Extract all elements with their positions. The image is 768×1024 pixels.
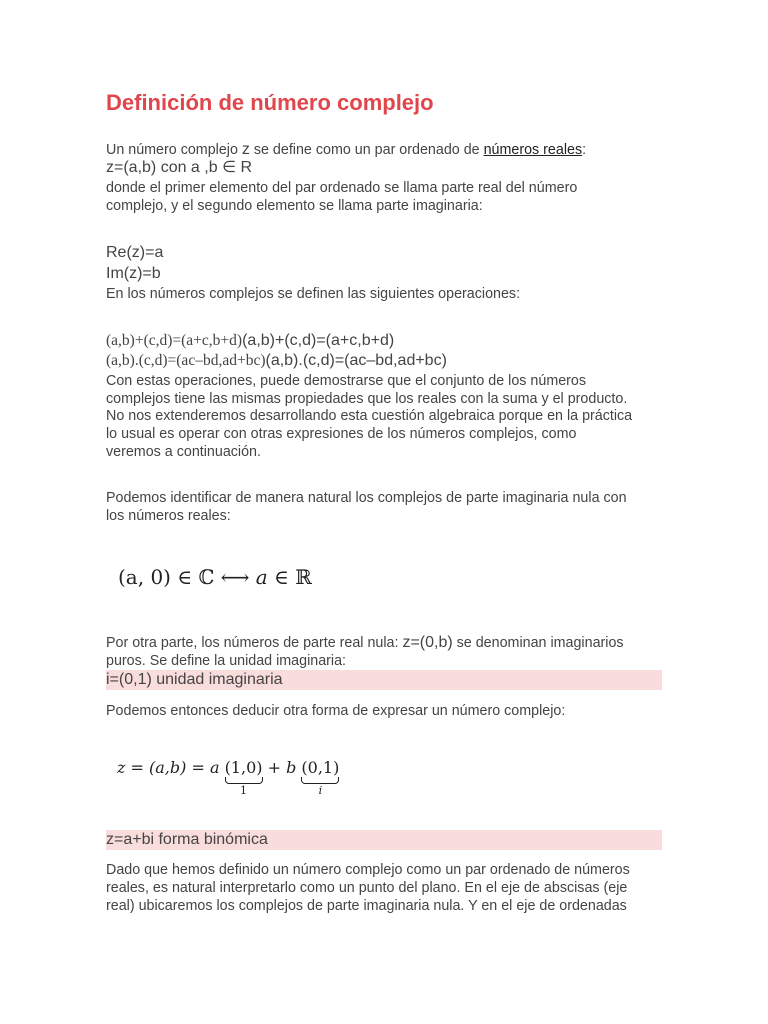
underbrace-1-label: 1 (240, 784, 248, 797)
real-part-definition: Re(z)=a (106, 244, 164, 261)
formula2-term-2-text: (0,1) (301, 758, 340, 777)
underbrace-1 (225, 777, 263, 784)
conclusion-line-3: No nos extenderemos desarrollando esta cuestión algebraica porque en la práctica (106, 408, 633, 424)
definition-text-line-2: complejo, y el segundo elemento se llama parte imaginaria: (106, 198, 483, 214)
pure-z: z=(0,b) (402, 634, 453, 651)
definition-text-line-1: donde el primer elemento del par ordenado se llama parte real del número (106, 180, 578, 196)
operation-sum (106, 331, 394, 351)
operation-product-serif: (a,b).(c,d)=(ac–bd,ad+bc) (106, 352, 266, 369)
binomial-form-highlight: z=a+bi forma binómica (106, 830, 662, 850)
formula2-term-1 (224, 758, 263, 797)
conclusion-line-4: lo usual es operar con otras expresiones de los números complejos, como (106, 426, 577, 442)
pure-imaginary-line-1 (106, 633, 624, 653)
formula2-term-1-text: (1,0) (224, 758, 263, 777)
formula-in-r: ∈ ℝ (267, 565, 312, 589)
conclusion-line-2: complejos tiene las mismas propiedades que los reales con la suma y el producto. (106, 391, 628, 407)
deduce-text: Podemos entonces deducir otra forma de expresar un número complejo: (106, 703, 566, 719)
formula-arrow: ⟷ (220, 565, 250, 589)
pure-text-start: Por otra parte, los números de parte real nula: (106, 635, 403, 651)
link-numeros-reales[interactable]: números reales (483, 142, 583, 158)
imaginary-part-definition: Im(z)=b (106, 265, 161, 282)
identify-line-1: Podemos identificar de manera natural los complejos de parte imaginaria nula con (106, 490, 627, 506)
plane-line-2: reales, es natural interpretarlo como un punto del plano. En el eje de abscisas (eje (106, 880, 628, 896)
identify-line-2: los números reales: (106, 508, 231, 524)
plane-line-1: Dado que hemos definido un número complejo como un par ordenado de números (106, 862, 630, 878)
conclusion-line-1: Con estas operaciones, puede demostrarse que el conjunto de los números (106, 373, 587, 389)
operation-sum-sans: (a,b)+(c,d)=(a+c,b+d) (242, 332, 395, 349)
underbrace-2 (301, 777, 339, 784)
intro-paragraph (106, 140, 586, 160)
pure-imaginary-line-2: puros. Se define la unidad imaginaria: (106, 653, 347, 669)
operation-sum-serif: (a,b)+(c,d)=(a+c,b+d) (106, 332, 243, 349)
formula-binomial-derivation (117, 758, 340, 797)
intro-z: z (241, 141, 250, 158)
formula2-plus-b: + b (262, 758, 302, 777)
intro-text-middle: se define como un par ordenado de (249, 142, 484, 158)
operations-intro: En los números complejos se definen las siguientes operaciones: (106, 286, 521, 302)
operation-product (106, 351, 447, 371)
page-title: Definición de número complejo (106, 90, 434, 115)
pure-text-end: se denominan imaginarios (452, 635, 624, 651)
formula2-term-2 (301, 758, 340, 797)
formula-in-c: ∈ ℂ (170, 565, 221, 589)
imaginary-unit-highlight: i=(0,1) unidad imaginaria (106, 670, 662, 690)
formula2-lhs: z = (a,b) = a (117, 758, 225, 777)
conclusion-line-5: veremos a continuación. (106, 444, 261, 460)
definition-pair: z=(a,b) con a ,b ∈ R (106, 159, 252, 176)
intro-text-end: : (582, 142, 587, 158)
formula-real-identification (118, 565, 312, 589)
plane-line-3: real) ubicaremos los complejos de parte imaginaria nula. Y en el eje de ordenadas (106, 898, 627, 914)
operation-product-sans: (a,b).(c,d)=(ac–bd,ad+bc) (265, 352, 447, 369)
underbrace-2-label: i (318, 784, 323, 797)
formula-pair: (a, 0) (118, 565, 171, 589)
intro-text-start: Un número complejo (106, 142, 242, 158)
formula-a: a (255, 565, 268, 589)
